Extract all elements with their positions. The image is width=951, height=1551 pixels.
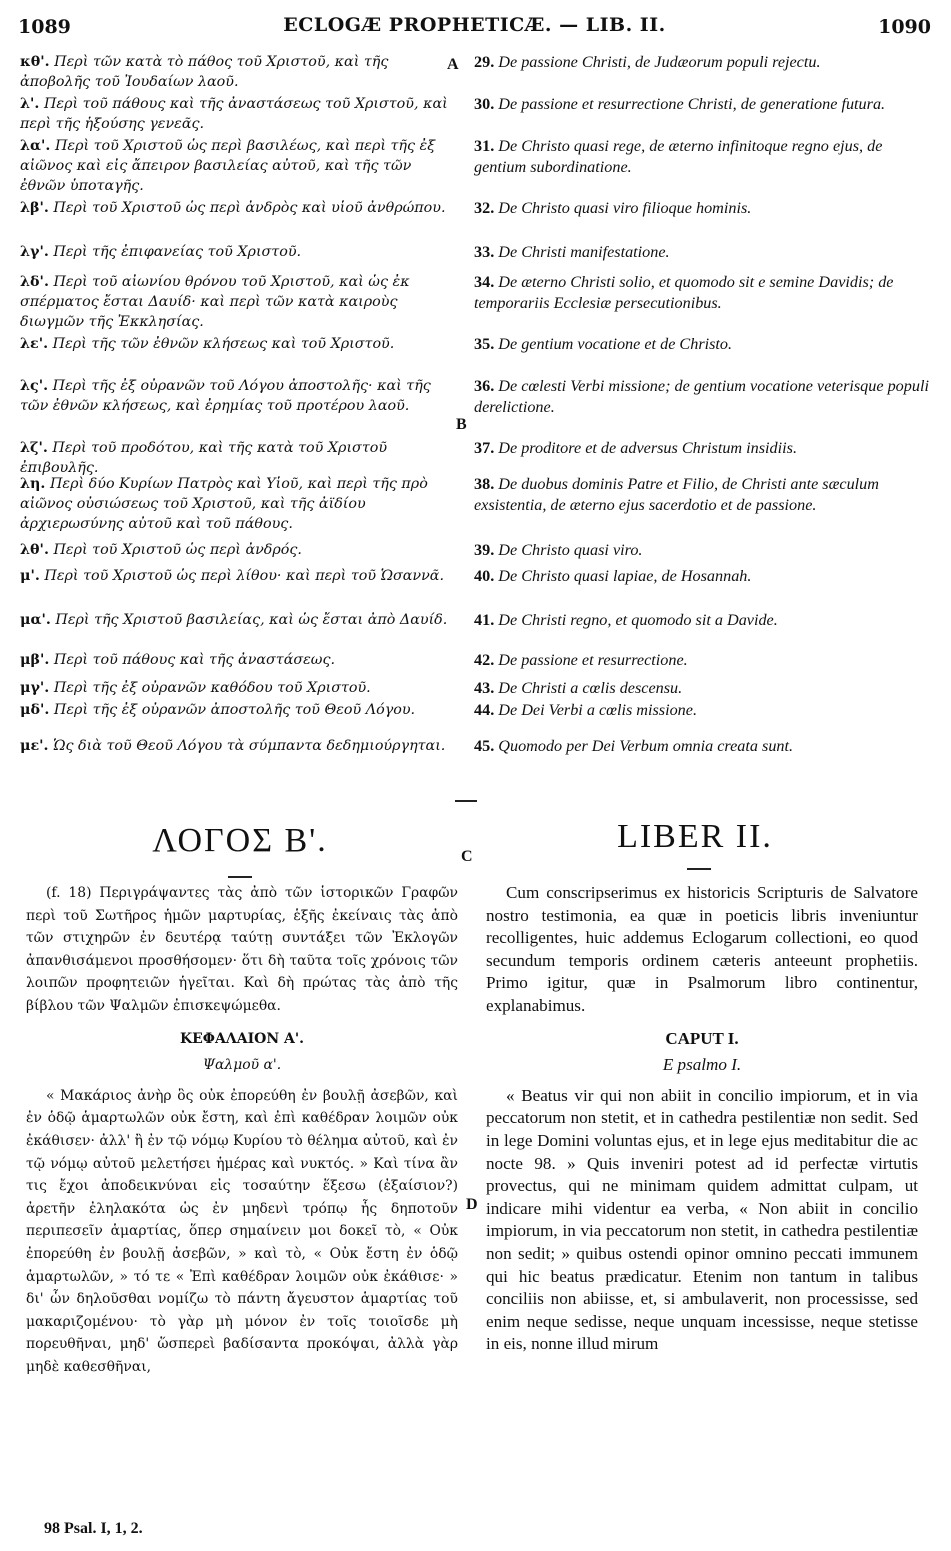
toc-entry-greek (20, 566, 460, 586)
toc-number-greek: λβ'. (20, 200, 49, 216)
toc-entry-latin (474, 94, 929, 115)
toc-number-latin: 29. (474, 53, 495, 71)
toc-entry-greek (20, 94, 460, 134)
toc-text-latin: De Dei Verbi a cœlis missione. (498, 701, 698, 719)
toc-entry-latin (474, 52, 929, 73)
greek-column (26, 882, 458, 1378)
greek-chapter-heading: ΚΕΦΑΛΑΙΟΝ Α'. (179, 1030, 305, 1047)
toc-entry-greek (20, 650, 460, 670)
page-number-left: 1089 (18, 16, 71, 38)
toc-text-latin: De gentium vocatione et de Christo. (498, 335, 733, 353)
toc-text-latin: De æterno Christi solio, et quomodo sit e semine Davidis; de temporariis Ecclesiæ persecutionibus. (474, 273, 894, 312)
toc-text-latin: De duobus dominis Patre et Filio, de Christi ante sæculum exsistentia, de æterno ejus sacerdotio et de passione. (474, 475, 879, 514)
toc-entry-latin (474, 736, 929, 757)
toc-text-greek: Περὶ τοῦ Χριστοῦ ὡς περὶ ἀνδρός. (53, 542, 302, 558)
toc-text-latin: De cœlesti Verbi missione; de gentium vocatione veterisque populi derelictione. (474, 377, 929, 416)
latin-intro: Cum conscripserimus ex historicis Scripturis de Salvatore nostro testimonia, ea quæ in poeticis libris inveniuntur recolligentes, huic addemus Eclogarum collectioni, eo quod secundum temporis ordinem cæteris anteeunt prophetiis. Primo igitur, quæ in Psalmorum libro continentur, explanabimus. (486, 883, 918, 1015)
latin-body: « Beatus vir qui non abiit in concilio impiorum, et in via peccatorum non stetit, et in cathedra pestilentiæ non sedit. Sed in lege Domini voluntas ejus, et in lege ejus meditabitur die ac nocte 98. » Quis inveniri potest ad id perfectæ virtutis provectus, qui ne minimam quidem admittat culpam, ut indicare mihi videntur ea verba, « Non abiit in concilio impiorum, in via peccatorum non stetit, in cathedra pestilentiæ non sedit; » quibus ostendi opinor omnino peccati immunem qui hic beatus prædicatur. Etenim non tantum in talibus conciliis non abiisse, et, si ambulaverit, non processisse, sed enim neque sedisse, neque unquam incessisse, neque stetisse in eis, nonne illud mirum (486, 1085, 918, 1354)
toc-text-latin: De Christi manifestatione. (498, 243, 670, 261)
latin-psalm-heading: E psalmo I. (662, 1055, 742, 1075)
toc-text-latin: De Christo quasi lapiae, de Hosannah. (498, 567, 752, 585)
toc-entry-greek (20, 52, 460, 92)
toc-text-greek: Περὶ τοῦ Χριστοῦ ὡς περὶ λίθου· καὶ περὶ τοῦ Ὡσαννᾶ. (44, 568, 445, 584)
toc-number-greek: λγ'. (20, 244, 49, 260)
toc-entry-greek (20, 700, 460, 720)
margin-letter-d: D (466, 1196, 478, 1213)
toc-text-greek: Περὶ τῆς ἐπιφανείας τοῦ Χριστοῦ. (53, 244, 302, 260)
toc-number-greek: μ'. (20, 568, 40, 584)
toc-entry-latin (474, 376, 929, 418)
toc-number-latin: 44. (474, 701, 495, 719)
toc-entry-latin (474, 566, 929, 587)
toc-entry-greek (20, 376, 460, 416)
toc-number-greek: λ'. (20, 96, 40, 112)
section-divider (455, 800, 477, 802)
margin-letter-a: A (447, 56, 459, 73)
toc-number-latin: 30. (474, 95, 495, 113)
toc-number-latin: 39. (474, 541, 495, 559)
toc-number-greek: λδ'. (20, 274, 49, 290)
toc-text-latin: De passione et resurrectione Christi, de generatione futura. (498, 95, 886, 113)
toc-text-greek: Περὶ τῆς ἐξ οὐρανῶν ἀποστολῆς τοῦ Θεοῦ Λόγου. (53, 702, 416, 718)
toc-entry-greek (20, 242, 460, 262)
toc-number-greek: λα'. (20, 138, 51, 154)
toc-number-latin: 41. (474, 611, 495, 629)
margin-letter-c: C (461, 848, 473, 865)
toc-text-greek: Περὶ τῆς ἐξ οὐρανῶν καθόδου τοῦ Χριστοῦ. (53, 680, 371, 696)
toc-number-greek: μβ'. (20, 652, 50, 668)
toc-text-greek: Περὶ τοῦ πάθους καὶ τῆς ἀναστάσεως. (53, 652, 336, 668)
toc-text-greek: Περὶ τοῦ πάθους καὶ τῆς ἀναστάσεως τοῦ Χριστοῦ, καὶ περὶ τῆς ἡξούσης γενεᾶς. (20, 96, 448, 132)
toc-text-greek: Περὶ τῶν κατὰ τὸ πάθος τοῦ Χριστοῦ, καὶ τῆς ἀποβολῆς τοῦ Ἰουδαίων λαοῦ. (20, 54, 389, 90)
toc-text-greek: Περὶ τοῦ Χριστοῦ ὡς περὶ βασιλέως, καὶ περὶ τῆς ἐξ αἰῶνος καὶ εἰς ἄπειρον βασιλείας αὐτοῦ, καὶ τῆς τῶν ἐθνῶν ὑποταγῆς. (20, 138, 436, 194)
toc-number-greek: με'. (20, 738, 49, 754)
toc-entry-latin (474, 334, 929, 355)
footnote: 98 Psal. I, 1, 2. (44, 1520, 143, 1537)
toc-number-latin: 33. (474, 243, 495, 261)
toc-text-greek: Περὶ τῆς τῶν ἐθνῶν κλήσεως καὶ τοῦ Χριστοῦ. (52, 336, 395, 352)
toc-entry-latin (474, 610, 929, 631)
greek-title-rule (228, 876, 252, 878)
toc-text-greek: Περὶ δύο Κυρίων Πατρὸς καὶ Υἱοῦ, καὶ περὶ τῆς πρὸ αἰῶνος οὐσιώσεως τοῦ Χριστοῦ, καὶ τῆς ἀϊδίου ἀρχιερωσύνης αὐτοῦ καὶ τοῦ πάθους. (20, 476, 428, 532)
toc-entry-latin (474, 198, 929, 219)
toc-number-latin: 43. (474, 679, 495, 697)
toc-number-greek: μα'. (20, 612, 51, 628)
toc-number-greek: λθ'. (20, 542, 49, 558)
toc-text-greek: Περὶ τῆς Χριστοῦ βασιλείας, καὶ ὡς ἔσται ἀπὸ Δαυίδ. (55, 612, 448, 628)
toc-number-latin: 37. (474, 439, 495, 457)
running-title: ECLOGÆ PROPHETICÆ. — LIB. II. (283, 14, 666, 36)
toc-text-latin: De passione Christi, de Judæorum populi rejectu. (498, 53, 821, 71)
toc-number-greek: λς'. (20, 378, 49, 394)
toc-text-latin: De Christo quasi viro filioque hominis. (498, 199, 752, 217)
page-number-right: 1090 (878, 16, 931, 38)
greek-body: « Μακάριος ἀνὴρ ὃς οὐκ ἐπορεύθη ἐν βουλῇ ἀσεβῶν, καὶ ἐν ὁδῷ ἁμαρτωλῶν οὐκ ἔστη, καὶ ἐπὶ καθέδραν λοιμῶν οὐκ ἐκάθισεν· ἀλλ' ἢ ἐν τῷ νόμῳ Κυρίου τὸ θέλημα αὐτοῦ, καὶ ἐν τῷ νόμῳ αὐτοῦ μελετήσει ἡμέρας καὶ νυκτός. » Καὶ τίνα ἂν τις ἔχοι ἀποδεικνύναι εἰς τοσαύτην ἕξεσω (ἐξαίσιον?) ἀρετῆν ἐληλακότα ὡς ἐν μηδενὶ τρόπῳ ἧς δηποτοῦν περιπεσεῖν ἁμαρτίας, ὅπερ σημαίνειν μοι δοκεῖ τὸ, « Οὐκ ἐπορεύθη ἐν βουλῇ ἀσεβῶν, » καὶ τὸ, « Οὐκ ἔστη ἐν ὁδῷ ἁμαρτωλῶν, » τό τε « Ἐπὶ καθέδραν λοιμῶν οὐκ ἐκάθισε· » δι' ὧν δηλοῦσθαι νομίζω τὸ πάντη ἄγευστον ἁμαρτίας τοῦ μακαριζομένου· τὸ γὰρ μὴ μόνον ἐν τοῖς τοιοῖσδε μὴ πορευθῆναι, μηδ' ὥσπερεὶ βαδίσαντα προκόψαι, ἀλλὰ γὰρ μηδὲ καθεσθῆναι, (26, 1087, 458, 1375)
toc-number-greek: μγ'. (20, 680, 50, 696)
toc-entry-greek (20, 438, 460, 478)
toc-number-latin: 45. (474, 737, 495, 755)
toc-text-latin: De Christi regno, et quomodo sit a Davide. (498, 611, 778, 629)
toc-text-latin: De passione et resurrectione. (498, 651, 688, 669)
toc-entry-latin (474, 540, 929, 561)
toc-number-greek: κθ'. (20, 54, 50, 70)
toc-entry-greek (20, 334, 460, 354)
toc-text-latin: De Christo quasi rege, de æterno infinitoque regno ejus, de gentium subordinatione. (474, 137, 883, 176)
toc-entry-latin (474, 700, 929, 721)
toc-entry-latin (474, 650, 929, 671)
toc-number-latin: 32. (474, 199, 495, 217)
toc-entry-latin (474, 242, 929, 263)
toc-number-latin: 40. (474, 567, 495, 585)
latin-chapter-heading: CAPUT I. (665, 1028, 739, 1048)
toc-entry-latin (474, 474, 929, 516)
greek-psalm-heading: Ψαλμοῦ α'. (202, 1057, 282, 1074)
toc-entry-greek (20, 540, 460, 560)
greek-intro: (f. 18) Περιγράψαντες τὰς ἀπὸ τῶν ἱστορικῶν Γραφῶν περὶ τοῦ Σωτῆρος ἡμῶν μαρτυρίας, ἑξῆς ἐκείναις τὰς ἀπὸ τῶν στιχηρῶν ἐν δευτέρᾳ ταύτῃ συντάξει τῶν Ἐκλογῶν ἀπανθισάμενοι προσθήσομεν· ὅτι δὴ ταῦτα τοῖς χρόνοις τῶν λοιπῶν προφητειῶν ἡγεῖται. Καὶ δὴ πρώτας τὰς ἀπὸ τῆς βίβλου τῶν Ψαλμῶν ἐπισκεψώμεθα. (26, 885, 458, 1014)
toc-number-greek: λε'. (20, 336, 49, 352)
toc-number-latin: 31. (474, 137, 495, 155)
toc-entry-greek (20, 474, 460, 534)
toc-number-latin: 36. (474, 377, 495, 395)
toc-text-latin: De proditore et de adversus Christum insidiis. (498, 439, 797, 457)
toc-text-greek: Περὶ τοῦ αἰωνίου θρόνου τοῦ Χριστοῦ, καὶ ὡς ἐκ σπέρματος ἔσται Δαυίδ· καὶ περὶ τῶν κατὰ καιροὺς διωγμῶν τῆς Ἐκκλησίας. (20, 274, 410, 330)
latin-book-title: LIBER II. (617, 818, 773, 855)
running-header (12, 10, 937, 42)
toc-text-latin: De Christi a cœlis descensu. (498, 679, 683, 697)
toc-number-latin: 34. (474, 273, 495, 291)
margin-letter-b: B (456, 416, 467, 433)
toc-number-latin: 42. (474, 651, 495, 669)
toc-number-greek: λζ'. (20, 440, 48, 456)
toc-entry-latin (474, 678, 929, 699)
toc-entry-greek (20, 610, 460, 630)
toc-text-greek: Περὶ τοῦ προδότου, καὶ τῆς κατὰ τοῦ Χριστοῦ ἐπιβουλῆς. (20, 440, 388, 476)
toc-entry-latin (474, 136, 929, 178)
toc-entry-latin (474, 272, 929, 314)
toc-entry-greek (20, 736, 460, 756)
toc-text-greek: Περὶ τῆς ἐξ οὐρανῶν τοῦ Λόγου ἀποστολῆς· καὶ τῆς τῶν ἐθνῶν κλήσεως, καὶ ἐρημίας τοῦ προτέρου λαοῦ. (20, 378, 431, 414)
toc-entry-greek (20, 136, 460, 196)
toc-entry-greek (20, 272, 460, 332)
toc-number-latin: 38. (474, 475, 495, 493)
toc-text-latin: De Christo quasi viro. (498, 541, 643, 559)
greek-book-title: ΛΟΓΟΣ Β'. (152, 822, 328, 859)
latin-column (486, 882, 918, 1356)
latin-title-rule (687, 868, 711, 870)
toc-entry-greek (20, 198, 460, 218)
toc-number-greek: μδ'. (20, 702, 50, 718)
toc-text-greek: Ὡς διὰ τοῦ Θεοῦ Λόγου τὰ σύμπαντα δεδημιούργηται. (53, 738, 446, 754)
toc-number-latin: 35. (474, 335, 495, 353)
toc-text-greek: Περὶ τοῦ Χριστοῦ ὡς περὶ ἀνδρὸς καὶ υἱοῦ ἀνθρώπου. (53, 200, 446, 216)
toc-entry-greek (20, 678, 460, 698)
toc-number-greek: λη. (20, 476, 46, 492)
toc-text-latin: Quomodo per Dei Verbum omnia creata sunt. (498, 737, 794, 755)
toc-entry-latin (474, 438, 929, 459)
